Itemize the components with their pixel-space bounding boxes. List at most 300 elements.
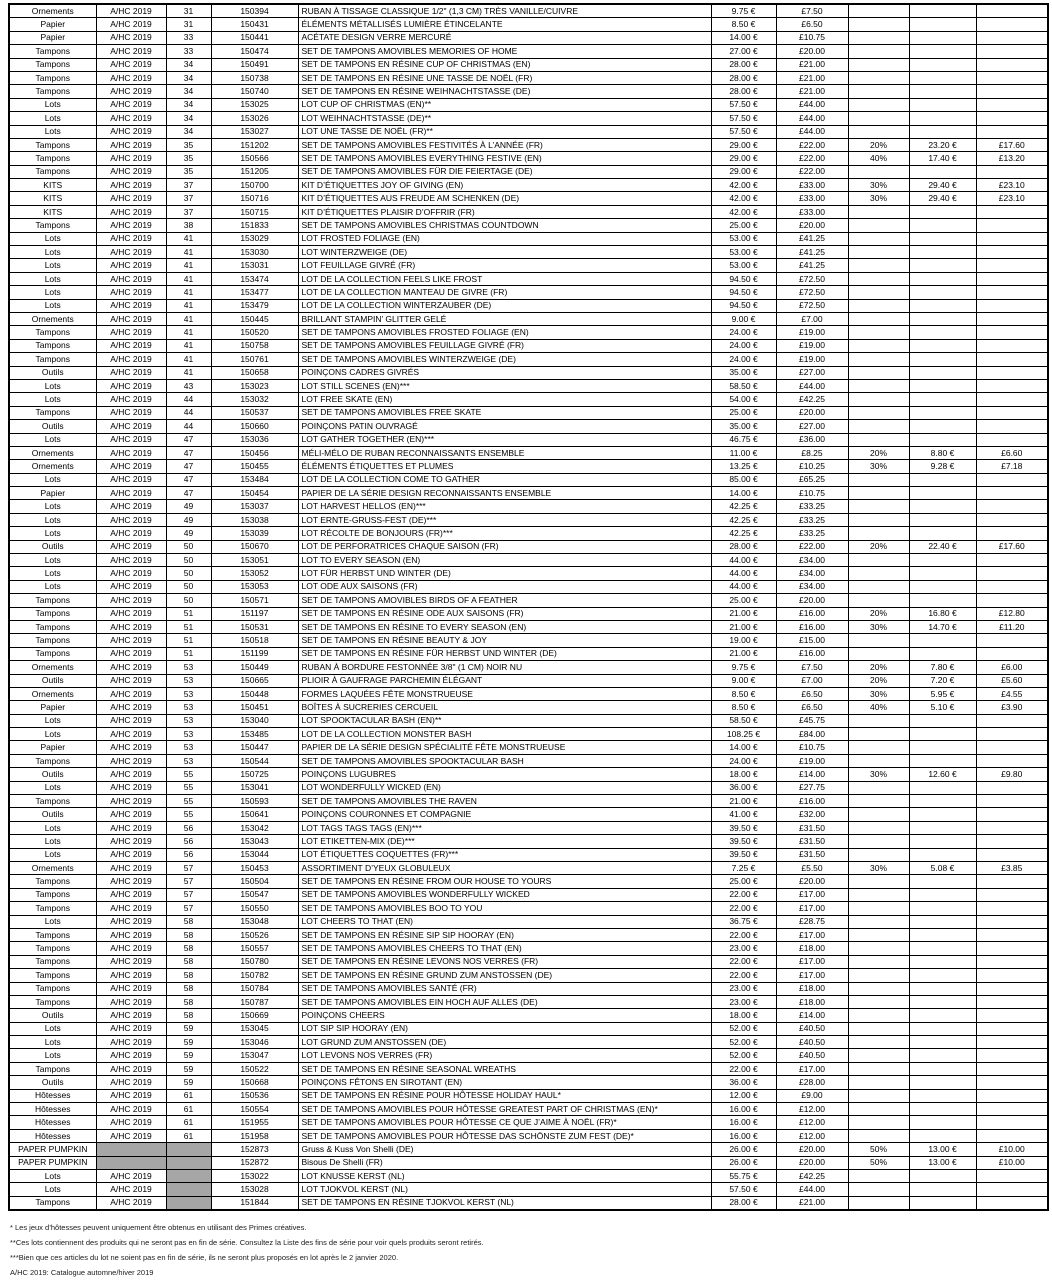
page-cell: 33 [166, 31, 211, 44]
price-eur-cell: 29.00 € [711, 152, 776, 165]
discount-eur-cell: 9.28 € [909, 460, 976, 473]
discount-eur-cell [909, 995, 976, 1008]
item-cell: 150593 [211, 795, 298, 808]
price-gbp-cell: £41.25 [776, 259, 848, 272]
table-row [9, 433, 1048, 446]
price-gbp-cell: £40.50 [776, 1022, 848, 1035]
discount-pct-cell [848, 795, 909, 808]
table-row [9, 246, 1048, 259]
description-cell: SET DE TAMPONS EN RÉSINE GRUND ZUM ANSTOSSEN (DE) [298, 969, 711, 982]
price-gbp-cell: £33.25 [776, 513, 848, 526]
item-cell: 153023 [211, 379, 298, 392]
discount-pct-cell [848, 647, 909, 660]
discount-pct-cell [848, 339, 909, 352]
price-eur-cell: 22.00 € [711, 969, 776, 982]
discount-pct-cell: 40% [848, 152, 909, 165]
item-cell: 153051 [211, 554, 298, 567]
description-cell: ASSORTIMENT D’YEUX GLOBULEUX [298, 862, 711, 875]
category-cell: Tampons [9, 928, 96, 941]
description-cell: POINÇONS FÊTONS EN SIROTANT (EN) [298, 1076, 711, 1089]
category-cell: Ornements [9, 312, 96, 325]
discount-gbp-cell: £6.60 [976, 446, 1048, 459]
description-cell: SET DE TAMPONS AMOVIBLES THE RAVEN [298, 795, 711, 808]
item-cell: 153044 [211, 848, 298, 861]
catalog-cell: A/HC 2019 [96, 647, 166, 660]
price-gbp-cell: £17.00 [776, 969, 848, 982]
discount-eur-cell [909, 1169, 976, 1182]
page-cell: 58 [166, 955, 211, 968]
discount-pct-cell: 30% [848, 192, 909, 205]
catalog-cell: A/HC 2019 [96, 687, 166, 700]
category-cell: Lots [9, 781, 96, 794]
footnote-hostess: * Les jeux d’hôtesses peuvent uniquement être obtenus en utilisant des Primes créatives. [10, 1223, 307, 1232]
category-cell: Lots [9, 1049, 96, 1062]
page-cell: 43 [166, 379, 211, 392]
description-cell: PLIOIR À GAUFRAGE PARCHEMIN ÉLÉGANT [298, 674, 711, 687]
table-row [9, 232, 1048, 245]
catalog-cell: A/HC 2019 [96, 661, 166, 674]
table-row [9, 594, 1048, 607]
page-cell: 57 [166, 875, 211, 888]
price-eur-cell: 52.00 € [711, 1049, 776, 1062]
discount-eur-cell [909, 513, 976, 526]
price-gbp-cell: £44.00 [776, 1183, 848, 1196]
price-gbp-cell: £16.00 [776, 647, 848, 660]
discount-pct-cell [848, 1129, 909, 1142]
category-cell: Tampons [9, 795, 96, 808]
item-cell: 150536 [211, 1089, 298, 1102]
item-cell: 153047 [211, 1049, 298, 1062]
category-cell: Outils [9, 1009, 96, 1022]
footnote-retiring: ***Bien que ces articles du lot ne soient pas en fin de série, ils ne seront plus proposés en lot après le 2 janvier 2020. [10, 1253, 399, 1262]
category-cell: Lots [9, 554, 96, 567]
catalog-cell: A/HC 2019 [96, 45, 166, 58]
table-row [9, 1036, 1048, 1049]
item-cell: 153052 [211, 567, 298, 580]
discount-pct-cell: 30% [848, 179, 909, 192]
footnotes [10, 1224, 484, 1284]
price-eur-cell: 21.00 € [711, 647, 776, 660]
discount-eur-cell [909, 4, 976, 18]
price-eur-cell: 28.00 € [711, 58, 776, 71]
page-cell: 53 [166, 714, 211, 727]
page-cell: 34 [166, 98, 211, 111]
page-cell: 50 [166, 594, 211, 607]
discount-pct-cell [848, 71, 909, 84]
category-cell: Outils [9, 540, 96, 553]
discount-eur-cell [909, 1022, 976, 1035]
discount-gbp-cell [976, 821, 1048, 834]
category-cell: Tampons [9, 594, 96, 607]
discount-pct-cell [848, 955, 909, 968]
discount-eur-cell [909, 406, 976, 419]
catalog-cell: A/HC 2019 [96, 728, 166, 741]
category-cell: Lots [9, 714, 96, 727]
price-gbp-cell: £8.25 [776, 446, 848, 459]
category-cell: Ornements [9, 661, 96, 674]
catalog-cell: A/HC 2019 [96, 1062, 166, 1075]
page-cell: 47 [166, 433, 211, 446]
discount-gbp-cell [976, 4, 1048, 18]
price-list-sheet [8, 3, 1049, 1211]
discount-gbp-cell [976, 1089, 1048, 1102]
page-cell: 41 [166, 299, 211, 312]
catalog-cell: A/HC 2019 [96, 312, 166, 325]
item-cell: 150716 [211, 192, 298, 205]
discount-gbp-cell [976, 500, 1048, 513]
discount-eur-cell [909, 982, 976, 995]
price-eur-cell: 53.00 € [711, 246, 776, 259]
discount-gbp-cell: £9.80 [976, 768, 1048, 781]
category-cell: Lots [9, 527, 96, 540]
discount-eur-cell [909, 420, 976, 433]
description-cell: SET DE TAMPONS AMOVIBLES FÜR DIE FEIERTAGE (DE) [298, 165, 711, 178]
description-cell: PAPIER DE LA SÉRIE DESIGN RECONNAISSANTS ENSEMBLE [298, 487, 711, 500]
discount-gbp-cell [976, 1116, 1048, 1129]
item-cell: 153039 [211, 527, 298, 540]
item-cell: 150526 [211, 928, 298, 941]
description-cell: Bisous De Shelli (FR) [298, 1156, 711, 1169]
discount-eur-cell [909, 1062, 976, 1075]
table-row [9, 795, 1048, 808]
price-eur-cell: 94.50 € [711, 299, 776, 312]
discount-gbp-cell [976, 272, 1048, 285]
item-cell: 153031 [211, 259, 298, 272]
item-cell: 150668 [211, 1076, 298, 1089]
catalog-cell: A/HC 2019 [96, 862, 166, 875]
table-row [9, 473, 1048, 486]
description-cell: LOT DE LA COLLECTION FEELS LIKE FROST [298, 272, 711, 285]
discount-pct-cell [848, 393, 909, 406]
category-cell: Lots [9, 567, 96, 580]
price-gbp-cell: £20.00 [776, 406, 848, 419]
discount-eur-cell [909, 875, 976, 888]
table-row [9, 875, 1048, 888]
category-cell: Tampons [9, 165, 96, 178]
catalog-cell: A/HC 2019 [96, 299, 166, 312]
table-row [9, 1183, 1048, 1196]
category-cell: Papier [9, 701, 96, 714]
table-row [9, 192, 1048, 205]
item-cell: 151199 [211, 647, 298, 660]
item-cell: 153025 [211, 98, 298, 111]
description-cell: PAPIER DE LA SÉRIE DESIGN SPÉCIALITÉ FÊTE MONSTRUEUSE [298, 741, 711, 754]
catalog-cell [96, 1143, 166, 1156]
description-cell: ÉLÉMENTS MÉTALLISÉS LUMIÈRE ÉTINCELANTE [298, 18, 711, 31]
catalog-cell: A/HC 2019 [96, 888, 166, 901]
discount-gbp-cell [976, 527, 1048, 540]
discount-eur-cell [909, 31, 976, 44]
discount-eur-cell [909, 580, 976, 593]
item-cell: 150445 [211, 312, 298, 325]
page-cell: 53 [166, 741, 211, 754]
price-gbp-cell: £15.00 [776, 634, 848, 647]
table-row [9, 714, 1048, 727]
discount-gbp-cell [976, 71, 1048, 84]
catalog-cell: A/HC 2019 [96, 192, 166, 205]
price-gbp-cell: £65.25 [776, 473, 848, 486]
price-gbp-cell: £72.50 [776, 272, 848, 285]
footnote-bundles: **Ces lots contiennent des produits qui ne seront pas en fin de série. Consultez la Liste des fins de série pour voir quels produits seront retirés. [10, 1238, 484, 1247]
discount-eur-cell [909, 1196, 976, 1210]
discount-pct-cell: 20% [848, 540, 909, 553]
catalog-cell: A/HC 2019 [96, 915, 166, 928]
discount-gbp-cell [976, 741, 1048, 754]
price-eur-cell: 36.00 € [711, 1076, 776, 1089]
page-cell: 34 [166, 112, 211, 125]
description-cell: LOT TAGS TAGS TAGS (EN)*** [298, 821, 711, 834]
category-cell: Tampons [9, 406, 96, 419]
price-eur-cell: 22.00 € [711, 928, 776, 941]
discount-gbp-cell [976, 875, 1048, 888]
description-cell: LOT SPOOKTACULAR BASH (EN)** [298, 714, 711, 727]
page-cell: 47 [166, 473, 211, 486]
item-cell: 150780 [211, 955, 298, 968]
category-cell: Tampons [9, 607, 96, 620]
discount-eur-cell [909, 1076, 976, 1089]
discount-pct-cell [848, 634, 909, 647]
page-cell: 49 [166, 513, 211, 526]
description-cell: LOT HARVEST HELLOS (EN)*** [298, 500, 711, 513]
discount-gbp-cell [976, 1036, 1048, 1049]
price-gbp-cell: £42.25 [776, 1169, 848, 1182]
price-gbp-cell: £28.75 [776, 915, 848, 928]
table-row [9, 45, 1048, 58]
price-gbp-cell: £7.00 [776, 312, 848, 325]
price-gbp-cell: £33.25 [776, 500, 848, 513]
price-eur-cell: 8.50 € [711, 701, 776, 714]
category-cell: KITS [9, 179, 96, 192]
item-cell: 150571 [211, 594, 298, 607]
catalog-cell: A/HC 2019 [96, 112, 166, 125]
discount-gbp-cell [976, 232, 1048, 245]
discount-eur-cell: 5.10 € [909, 701, 976, 714]
catalog-cell: A/HC 2019 [96, 1129, 166, 1142]
price-gbp-cell: £21.00 [776, 71, 848, 84]
item-cell: 153477 [211, 286, 298, 299]
catalog-cell: A/HC 2019 [96, 4, 166, 18]
item-cell: 150758 [211, 339, 298, 352]
price-eur-cell: 9.75 € [711, 4, 776, 18]
catalog-cell: A/HC 2019 [96, 58, 166, 71]
discount-eur-cell: 7.20 € [909, 674, 976, 687]
page-cell: 53 [166, 687, 211, 700]
category-cell: Lots [9, 500, 96, 513]
table-row [9, 768, 1048, 781]
category-cell: Lots [9, 246, 96, 259]
item-cell: 152872 [211, 1156, 298, 1169]
discount-gbp-cell [976, 406, 1048, 419]
description-cell: SET DE TAMPONS EN RÉSINE SIP SIP HOORAY (EN) [298, 928, 711, 941]
description-cell: LOT ODE AUX SAISONS (FR) [298, 580, 711, 593]
page-cell: 55 [166, 781, 211, 794]
description-cell: SET DE TAMPONS AMOVIBLES SANTÉ (FR) [298, 982, 711, 995]
discount-pct-cell [848, 594, 909, 607]
catalog-cell: A/HC 2019 [96, 353, 166, 366]
discount-gbp-cell: £6.00 [976, 661, 1048, 674]
price-gbp-cell: £72.50 [776, 299, 848, 312]
catalog-cell: A/HC 2019 [96, 487, 166, 500]
description-cell: SET DE TAMPONS AMOVIBLES EVERYTHING FESTIVE (EN) [298, 152, 711, 165]
price-eur-cell: 28.00 € [711, 1196, 776, 1210]
discount-eur-cell [909, 45, 976, 58]
discount-pct-cell [848, 928, 909, 941]
discount-eur-cell [909, 1183, 976, 1196]
page-cell: 35 [166, 138, 211, 151]
discount-gbp-cell [976, 31, 1048, 44]
table-row [9, 85, 1048, 98]
discount-pct-cell [848, 1183, 909, 1196]
price-gbp-cell: £18.00 [776, 942, 848, 955]
table-row [9, 754, 1048, 767]
table-row [9, 1196, 1048, 1210]
item-cell: 150658 [211, 366, 298, 379]
discount-eur-cell: 14.70 € [909, 620, 976, 633]
price-gbp-cell: £6.50 [776, 701, 848, 714]
catalog-cell: A/HC 2019 [96, 1183, 166, 1196]
discount-eur-cell: 8.80 € [909, 446, 976, 459]
price-gbp-cell: £44.00 [776, 98, 848, 111]
discount-gbp-cell [976, 487, 1048, 500]
page-cell: 56 [166, 835, 211, 848]
description-cell: BOÎTES À SUCRERIES CERCUEIL [298, 701, 711, 714]
discount-eur-cell [909, 714, 976, 727]
description-cell: SET DE TAMPONS AMOVIBLES CHEERS TO THAT (EN) [298, 942, 711, 955]
page-cell: 44 [166, 406, 211, 419]
discount-gbp-cell [976, 554, 1048, 567]
discount-pct-cell [848, 1089, 909, 1102]
discount-eur-cell: 29.40 € [909, 192, 976, 205]
discount-eur-cell [909, 71, 976, 84]
price-eur-cell: 44.00 € [711, 554, 776, 567]
price-gbp-cell: £6.50 [776, 687, 848, 700]
page-cell: 58 [166, 928, 211, 941]
catalog-cell: A/HC 2019 [96, 219, 166, 232]
category-cell: Tampons [9, 995, 96, 1008]
table-row [9, 205, 1048, 218]
discount-gbp-cell [976, 1049, 1048, 1062]
catalog-cell: A/HC 2019 [96, 848, 166, 861]
discount-eur-cell [909, 433, 976, 446]
discount-eur-cell [909, 366, 976, 379]
discount-eur-cell [909, 259, 976, 272]
table-row [9, 634, 1048, 647]
discount-gbp-cell [976, 942, 1048, 955]
discount-eur-cell [909, 299, 976, 312]
price-eur-cell: 57.50 € [711, 112, 776, 125]
table-row [9, 112, 1048, 125]
catalog-cell: A/HC 2019 [96, 31, 166, 44]
catalog-cell: A/HC 2019 [96, 205, 166, 218]
page-cell: 41 [166, 339, 211, 352]
page-cell: 50 [166, 554, 211, 567]
discount-pct-cell [848, 1169, 909, 1182]
page-cell: 55 [166, 768, 211, 781]
catalog-cell: A/HC 2019 [96, 446, 166, 459]
price-eur-cell: 57.50 € [711, 1183, 776, 1196]
item-cell: 150454 [211, 487, 298, 500]
page-cell: 50 [166, 567, 211, 580]
price-eur-cell: 42.00 € [711, 205, 776, 218]
page-cell: 55 [166, 808, 211, 821]
discount-pct-cell [848, 286, 909, 299]
catalog-cell: A/HC 2019 [96, 714, 166, 727]
catalog-cell: A/HC 2019 [96, 460, 166, 473]
page-cell: 41 [166, 353, 211, 366]
price-gbp-cell: £28.00 [776, 1076, 848, 1089]
description-cell: LOT ETIKETTEN-MIX (DE)*** [298, 835, 711, 848]
page-cell: 47 [166, 446, 211, 459]
discount-pct-cell [848, 433, 909, 446]
price-gbp-cell: £6.50 [776, 18, 848, 31]
category-cell: Tampons [9, 969, 96, 982]
table-row [9, 567, 1048, 580]
price-eur-cell: 9.00 € [711, 674, 776, 687]
footnote-catalog-key: A/HC 2019: Catalogue automne/hiver 2019 [10, 1268, 154, 1277]
discount-gbp-cell: £10.00 [976, 1156, 1048, 1169]
page-cell: 53 [166, 701, 211, 714]
category-cell: Lots [9, 433, 96, 446]
item-cell: 150522 [211, 1062, 298, 1075]
price-eur-cell: 42.25 € [711, 513, 776, 526]
discount-eur-cell [909, 112, 976, 125]
catalog-cell: A/HC 2019 [96, 179, 166, 192]
description-cell: SET DE TAMPONS AMOVIBLES BOO TO YOU [298, 902, 711, 915]
price-eur-cell: 25.00 € [711, 875, 776, 888]
description-cell: SET DE TAMPONS AMOVIBLES FESTIVITÉS À L’ANNÉE (FR) [298, 138, 711, 151]
description-cell: LOT FREE SKATE (EN) [298, 393, 711, 406]
page-cell [166, 1183, 211, 1196]
price-gbp-cell: £33.00 [776, 205, 848, 218]
item-cell: 153029 [211, 232, 298, 245]
page-cell: 58 [166, 1009, 211, 1022]
discount-eur-cell [909, 835, 976, 848]
discount-pct-cell [848, 1062, 909, 1075]
item-cell: 151844 [211, 1196, 298, 1210]
table-row [9, 4, 1048, 18]
item-cell: 150520 [211, 326, 298, 339]
item-cell: 150547 [211, 888, 298, 901]
catalog-cell: A/HC 2019 [96, 406, 166, 419]
catalog-cell: A/HC 2019 [96, 674, 166, 687]
price-gbp-cell: £34.00 [776, 567, 848, 580]
discount-eur-cell [909, 1009, 976, 1022]
discount-eur-cell [909, 928, 976, 941]
item-cell: 153479 [211, 299, 298, 312]
item-cell: 150394 [211, 4, 298, 18]
item-cell: 150537 [211, 406, 298, 419]
price-eur-cell: 24.00 € [711, 754, 776, 767]
discount-pct-cell [848, 875, 909, 888]
price-gbp-cell: £7.50 [776, 4, 848, 18]
description-cell: POINÇONS PATIN OUVRAGÉ [298, 420, 711, 433]
price-gbp-cell: £18.00 [776, 982, 848, 995]
discount-eur-cell: 7.80 € [909, 661, 976, 674]
item-cell: 150670 [211, 540, 298, 553]
price-gbp-cell: £21.00 [776, 58, 848, 71]
catalog-cell: A/HC 2019 [96, 259, 166, 272]
description-cell: LOT GATHER TOGETHER (EN)*** [298, 433, 711, 446]
discount-gbp-cell [976, 259, 1048, 272]
description-cell: MÉLI-MÉLO DE RUBAN RECONNAISSANTS ENSEMBLE [298, 446, 711, 459]
item-cell: 150554 [211, 1103, 298, 1116]
price-eur-cell: 25.00 € [711, 406, 776, 419]
table-row [9, 165, 1048, 178]
page-cell: 34 [166, 85, 211, 98]
item-cell: 150451 [211, 701, 298, 714]
item-cell: 150715 [211, 205, 298, 218]
description-cell: SET DE TAMPONS EN RÉSINE SEASONAL WREATHS [298, 1062, 711, 1075]
